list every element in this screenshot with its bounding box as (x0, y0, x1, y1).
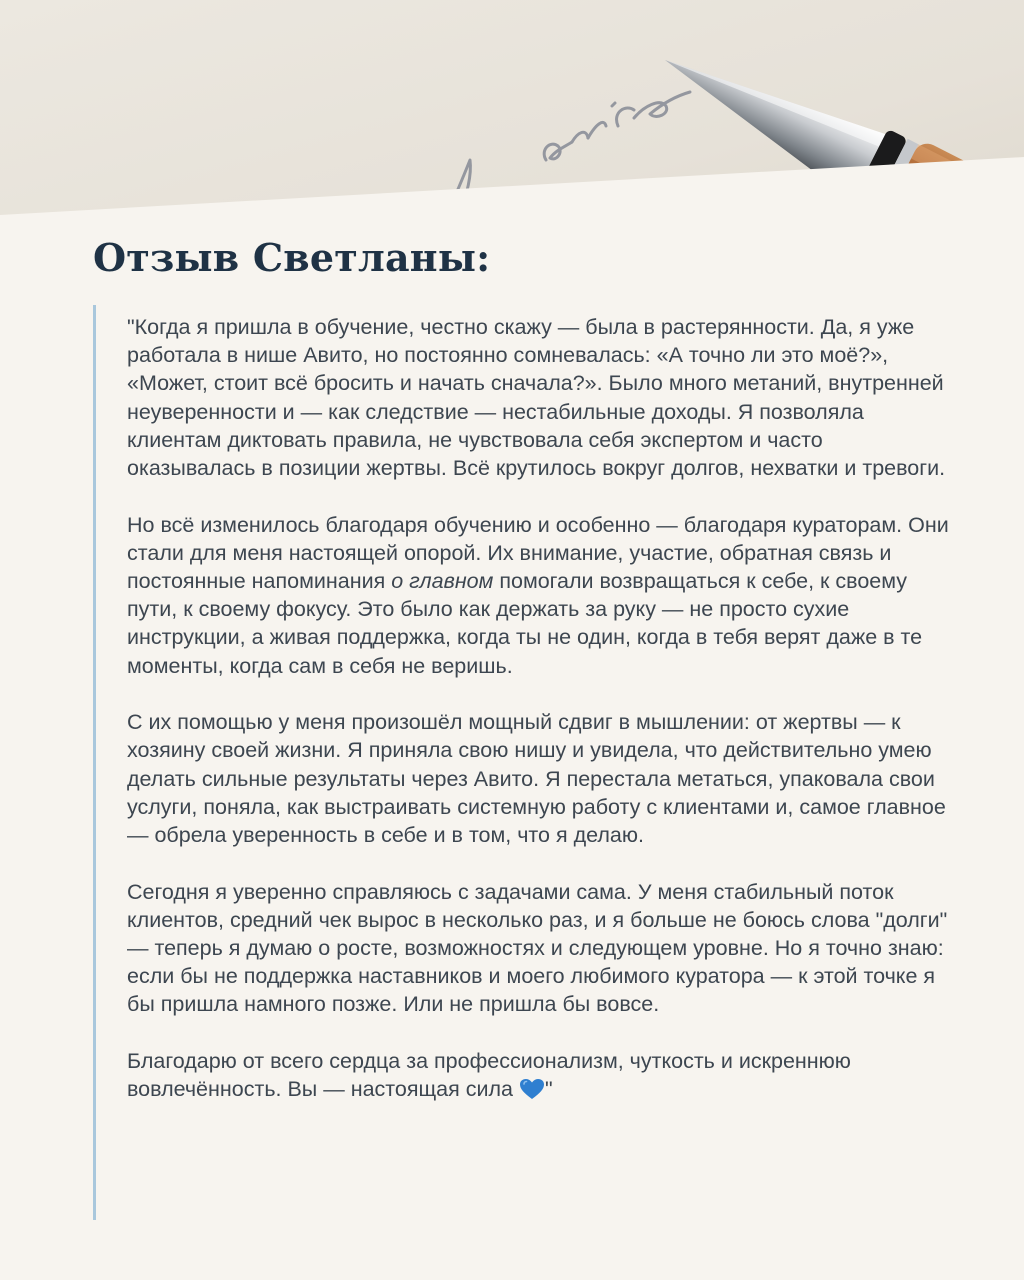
paragraph-5-text: Благодарю от всего сердца за профессионализм, чуткость и искреннюю вовлечённость. Вы — настоящая сила (127, 1049, 851, 1102)
emphasis-main: о главном (391, 569, 494, 594)
paragraph-2-end: помогали возвращаться к себе, к своему пути, к своему фокусу. Это было как держать за руку — не просто сухие инструкции, а живая поддержка, когда ты не один, когда в тебя верят даже в те моменты, когда сам в себя не веришь. (127, 569, 923, 678)
quote-accent-bar (93, 305, 96, 1220)
paragraph-2-start: Но всё изменилось благодаря обучению и особенно — благодаря кураторам. Они стали для меня настоящей опорой. Их внимание, участие, обратная связь и постоянные напоминания (127, 512, 949, 594)
blue-heart-icon (519, 1078, 545, 1100)
review-paragraph-4: Сегодня я уверенно справляюсь с задачами сама. У меня стабильный поток клиентов, средний чек вырос в несколько раз, и я больше не боюсь слова "долги" — теперь я думаю о росте, возможностях и следующем уровне. Но я точно знаю: если бы не поддержка наставников и моего любимого куратора — к этой точке я бы пришла намного позже. Или не пришла бы вовсе. (127, 879, 948, 1017)
closing-quote: " (545, 1077, 553, 1102)
review-title: Отзыв Светланы: (93, 235, 491, 280)
review-paragraph-2 (127, 511, 957, 680)
review-paragraph-1: "Когда я пришла в обучение, честно скажу — была в растерянности. Да, я уже работала в нише Авито, но постоянно сомневалась: «А точно ли это моё?», «Может, стоит всё бросить и начать сначала?». Было много метаний, внутренней неуверенности и — как следствие — нестабильные доходы. Я позволяла клиентам диктовать правила, не чувствовала себя экспертом и часто оказывалась в позиции жертвы. Всё крутилось вокруг долгов, нехватки и тревоги. (127, 315, 946, 481)
review-paragraph-3: С их помощью у меня произошёл мощный сдвиг в мышлении: от жертвы — к хозяину своей жизни. Я приняла свою нишу и увидела, что действительно умею делать сильные результаты через Авито. Я перестала метаться, упаковала свои услуги, поняла, как выстраивать системную работу с клиентами и, самое главное — обрела уверенность в себе и в том, что я делаю. (127, 710, 946, 848)
review-text (127, 313, 957, 1132)
review-paragraph-5 (127, 1047, 957, 1103)
